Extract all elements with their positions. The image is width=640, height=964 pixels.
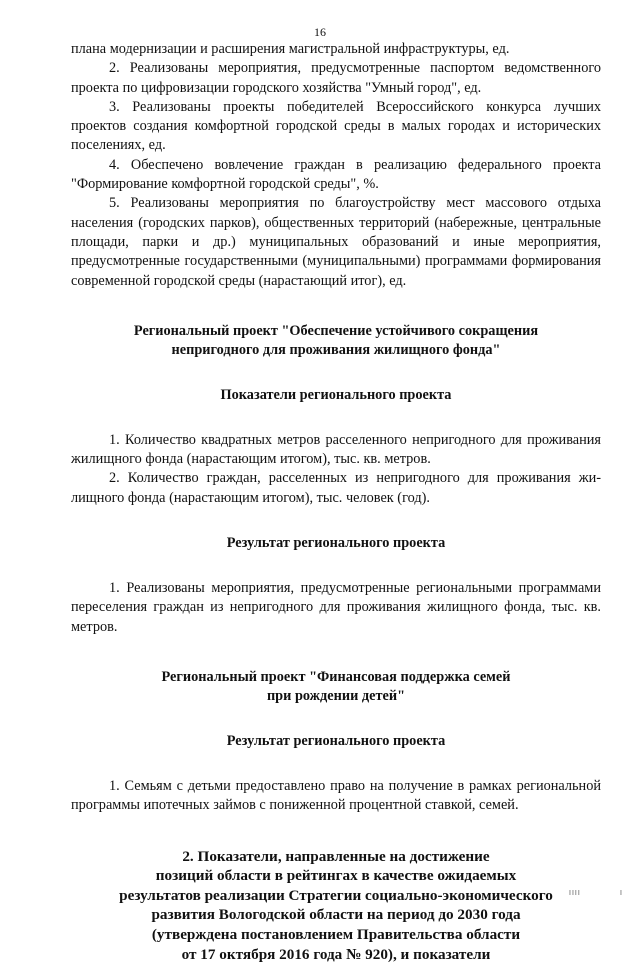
heading-line: (утверждена постановлением Правительства области [151, 925, 521, 943]
paragraph: 1. Реализованы мероприятия, предусмотренные региональными программами переселения граждан из непригодного для проживания жилищного фонда, тыс. кв. метров. [71, 580, 601, 635]
section-heading [71, 668, 601, 706]
subsection-heading: Показатели регионального проекта [220, 386, 452, 403]
heading-line: позиций области в рейтингах в качестве ожидаемых [155, 867, 517, 885]
paragraph: 5. Реализованы мероприятия по благоустройству мест массового отдыха населения (городских парков), общественных территорий (набережные, центральные площади, парки и др.) муниципальных образований и иные мероприятия, предусмотренные государственными (муниципальными) программами формирования современной городской среды (нарастающий итог), ед. [71, 195, 601, 289]
heading-line: результатов реализации Стратегии социально-экономического [119, 886, 553, 904]
heading-line: 2. Показатели, направленные на достижение [182, 847, 490, 865]
subsection-heading: Результат регионального проекта [226, 732, 446, 749]
footer-mark: IIII [569, 890, 581, 897]
paragraph: 4. Обеспечено вовлечение граждан в реализацию федерального проекта "Формирование комфортной городской среды", %. [71, 156, 601, 193]
heading-line: развития Вологодской области на период до 2030 года [151, 906, 521, 924]
paragraph: 1. Семьям с детьми предоставлено право на получение в рамках региональной программы ипотечных займов с пониженной процентной ставкой, семей. [71, 777, 601, 814]
document-body [71, 40, 601, 964]
heading-line: от 17 октября 2016 года № 920), и показатели [181, 945, 491, 963]
paragraph: 2. Реализованы мероприятия, предусмотренные паспортом ведомственного проекта по цифровизации городского хозяйства "Умный город", ед. [71, 60, 601, 96]
heading-line: Региональный проект "Обеспечение устойчивого сокращения [133, 322, 539, 339]
paragraph: плана модернизации и расширения магистральной инфраструктуры, ед. [71, 41, 510, 57]
section-heading [71, 322, 601, 360]
paragraph: 3. Реализованы проекты победителей Всероссийского конкурса лучших проектов создания комфортной городской среды в малых городах и исторических поселениях, ед. [71, 98, 601, 154]
paragraph: 2. Количество граждан, расселенных из непригодного для проживания жилищного фонда (нарастающим итогом), тыс. человек (год). [71, 470, 601, 506]
chapter-heading [71, 847, 601, 964]
heading-line: непригодного для проживания жилищного фонда" [171, 341, 501, 358]
heading-line: Региональный проект "Финансовая поддержка семей [161, 668, 511, 685]
page-number: 16 [314, 25, 326, 39]
paragraph: 1. Количество квадратных метров расселенного непригодного для проживания жилищного фонда (нарастающим итогом), тыс. кв. метров. [71, 431, 601, 468]
subsection-heading: Результат регионального проекта [226, 535, 446, 552]
heading-line: при рождении детей" [266, 687, 406, 704]
footer-tick: I [620, 890, 622, 897]
